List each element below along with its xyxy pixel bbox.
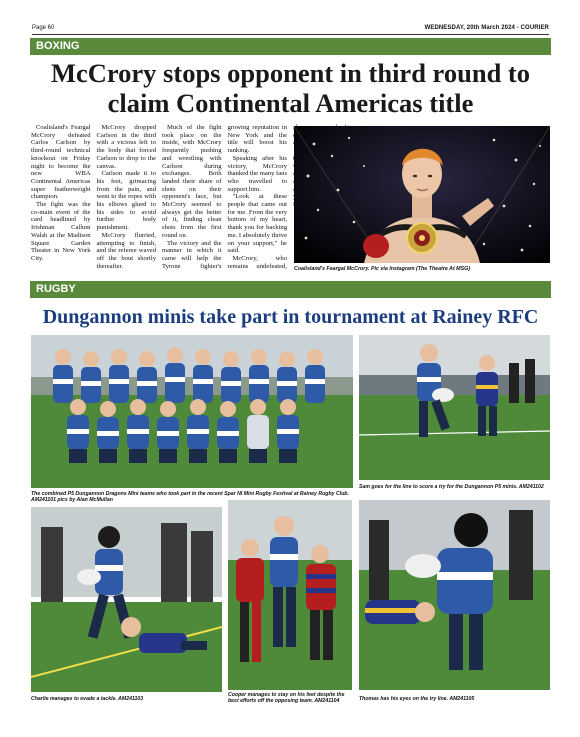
sam-photo-illustration (359, 335, 550, 480)
page-folio (32, 24, 549, 36)
team-photo (31, 335, 353, 488)
cooper-photo-caption: Cooper manages to stay on his feet despite the best efforts off the opposing team. AM241104 (228, 692, 345, 705)
article-paragraph: McCrory dropped Carlson in the third with a vicious left to the body that forced Carlson to drop to the canvas. (96, 124, 156, 170)
article-paragraph: Much of the fight took place on the inside, with McCrory frequently pushing and wrestling with Carlson during exchanges. Both landed their share of shots on their opponent's face, but McCrory seemed to always get the better of it, finding clean shots from the first round on. (162, 124, 222, 239)
thomas-defender (365, 600, 435, 624)
article-paragraph: Carlson made it to his feet, grimacing from the pain, and went to the ropes with his elbows glued to his sides to avoid further body punishment. (96, 170, 156, 232)
boxing-headline: McCrory stops opponent in third round to claim Continental Americas title (50, 58, 531, 118)
thomas-photo-caption: Thomas has his eyes on the try line. AM241105 (359, 696, 475, 702)
team-photo-caption: The combined P5 Dungannon Dragons Mini teams who took part in the recent Spar NI Mini Rugby Festival at Rainey Rugby Club. AM241101 pics by Alan McMullan (31, 491, 349, 504)
cooper-photo-illustration (228, 500, 352, 690)
boxer-photo (294, 126, 550, 263)
boxing-article-body (31, 124, 287, 274)
boxer-illustration (294, 126, 550, 263)
thomas-photo (359, 500, 550, 690)
charlie-photo-caption: Charlie manages to evade a tackle. AM241103 (31, 696, 144, 702)
article-paragraph: McCrory, who remains undefeated, (227, 254, 287, 270)
article-paragraph: The victory and the manner in which it came will help the Tyrone fighter's growing reputation in New York and the title will boost his ranking. (162, 124, 287, 270)
cooper-photo (228, 500, 352, 690)
article-paragraph: Coalisland's Feargal McCrory defeated Carlos Carlson by third-round technical knockout on Friday night to become the new WBA Continental Americas super featherweight champion. (31, 124, 91, 201)
section-band-boxing: BOXING (30, 38, 551, 55)
charlie-photo (31, 507, 222, 692)
article-paragraph: Speaking after his victory, McCrory thanked the many fans who travelled to support him. (227, 154, 288, 193)
issue-date: WEDNESDAY, 20th March 2024 - COURIER (424, 25, 549, 31)
article-paragraph: The fight was the co-main event of the card headlined by Irishman Callum Walsh at the Madison Square Garden Theater in New York City. (31, 201, 91, 262)
boxer-photo-caption: Coalisland's Feargal McCrory. Pic via Instagram (The Theatre At MSG) (294, 266, 471, 272)
article-paragraph: "Look at these people that came out for me. From the very bottom of my heart, thank you for backing me. I absolutely thrive on your support," he said. (227, 193, 287, 255)
rugby-headline: Dungannon minis take part in tournament at Rainey RFC (42, 306, 539, 328)
sam-photo (359, 335, 550, 480)
folio-rule (32, 34, 549, 35)
page-number: Page 60 (32, 25, 55, 31)
article-paragraph: McCrory flurried, attempting to finish, and the referee waved off the bout shortly thereafter. (96, 231, 156, 270)
thomas-photo-illustration (359, 500, 550, 690)
charlie-photo-illustration (31, 507, 222, 692)
sam-photo-caption: Sam goes for the line to score a try for the Dungannon P5 minis. AM241102 (359, 484, 544, 490)
team-photo-illustration (31, 335, 353, 488)
section-band-rugby: RUGBY (30, 281, 551, 298)
